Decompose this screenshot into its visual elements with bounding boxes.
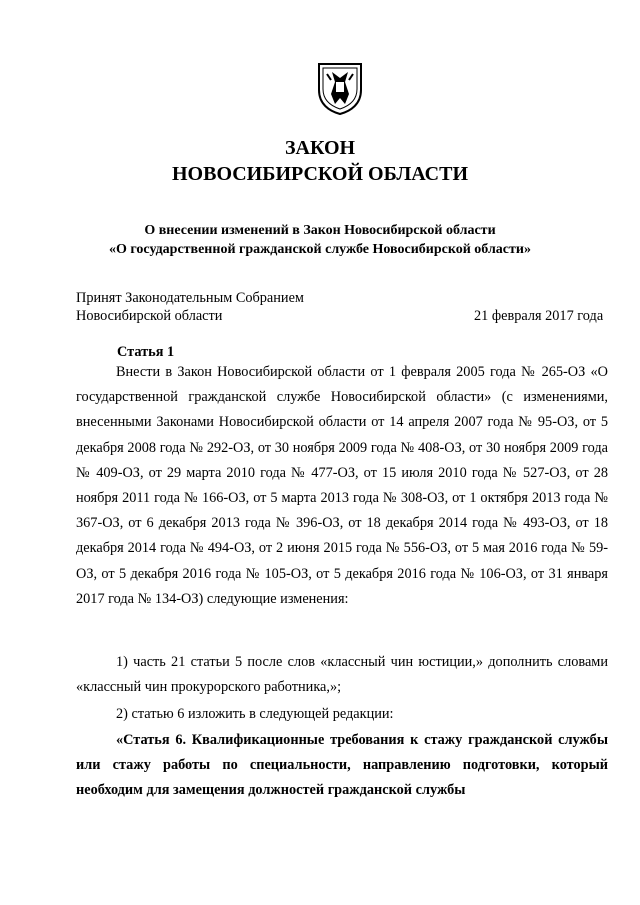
amendment-item-2: 2) статью 6 изложить в следующей редакции: [116,706,394,722]
coat-of-arms-icon [315,60,365,115]
law-title: ЗАКОН [284,137,356,159]
adoption-body-line1: Принят Законодательным Собранием [76,290,304,306]
quoted-article-heading: «Статья 6. Квалификационные требования к стажу гражданской службы или стажу работы по специальности, направлению подготовки, который необходим для замещения должностей гражданской службы [76,732,608,799]
law-region-title: НОВОСИБИРСКОЙ ОБЛАСТИ [171,163,469,185]
article-heading: Статья 1 [117,344,175,360]
article-intro-paragraph: Внести в Закон Новосибирской области от 1 февраля 2005 года № 265-ОЗ «О государственной гражданской службе Новосибирской области» (с изменениями, внесенными Законами Новосибирской области от 14 апреля 2007 года № 95-ОЗ, от 5 декабря 2008 года № 292-ОЗ, от 30 ноября 2009 года № 408-ОЗ, от 30 ноября 2009 года № 409-ОЗ, от 29 марта 2010 года № 477-ОЗ, от 15 июля 2010 года № 527-ОЗ, от 28 ноября 2011 года № 166-ОЗ, от 5 марта 2013 года № 308-ОЗ, от 1 октября 2013 года № 367-ОЗ, от 6 декабря 2013 года № 396-ОЗ, от 18 декабря 2014 года № 493-ОЗ, от 18 декабря 2014 года № 494-ОЗ, от 2 июня 2015 года № 556-ОЗ, от 5 мая 2016 года № 59-ОЗ, от 5 декабря 2016 года № 105-ОЗ, от 5 декабря 2016 года № 106-ОЗ, от 31 января 2017 года № 134-ОЗ) следующие изменения: [76,364,608,607]
adoption-body-line2: Новосибирской области [76,308,223,324]
amendment-item-1: 1) часть 21 статьи 5 после слов «классный чин юстиции,» дополнить словами «классный чин прокурорского работника,»; [76,654,608,696]
law-subject-line2: «О государственной гражданской службе Новосибирской области» [109,242,531,257]
law-subject-line1: О внесении изменений в Закон Новосибирской области [144,223,496,238]
adoption-date: 21 февраля 2017 года [474,308,604,324]
